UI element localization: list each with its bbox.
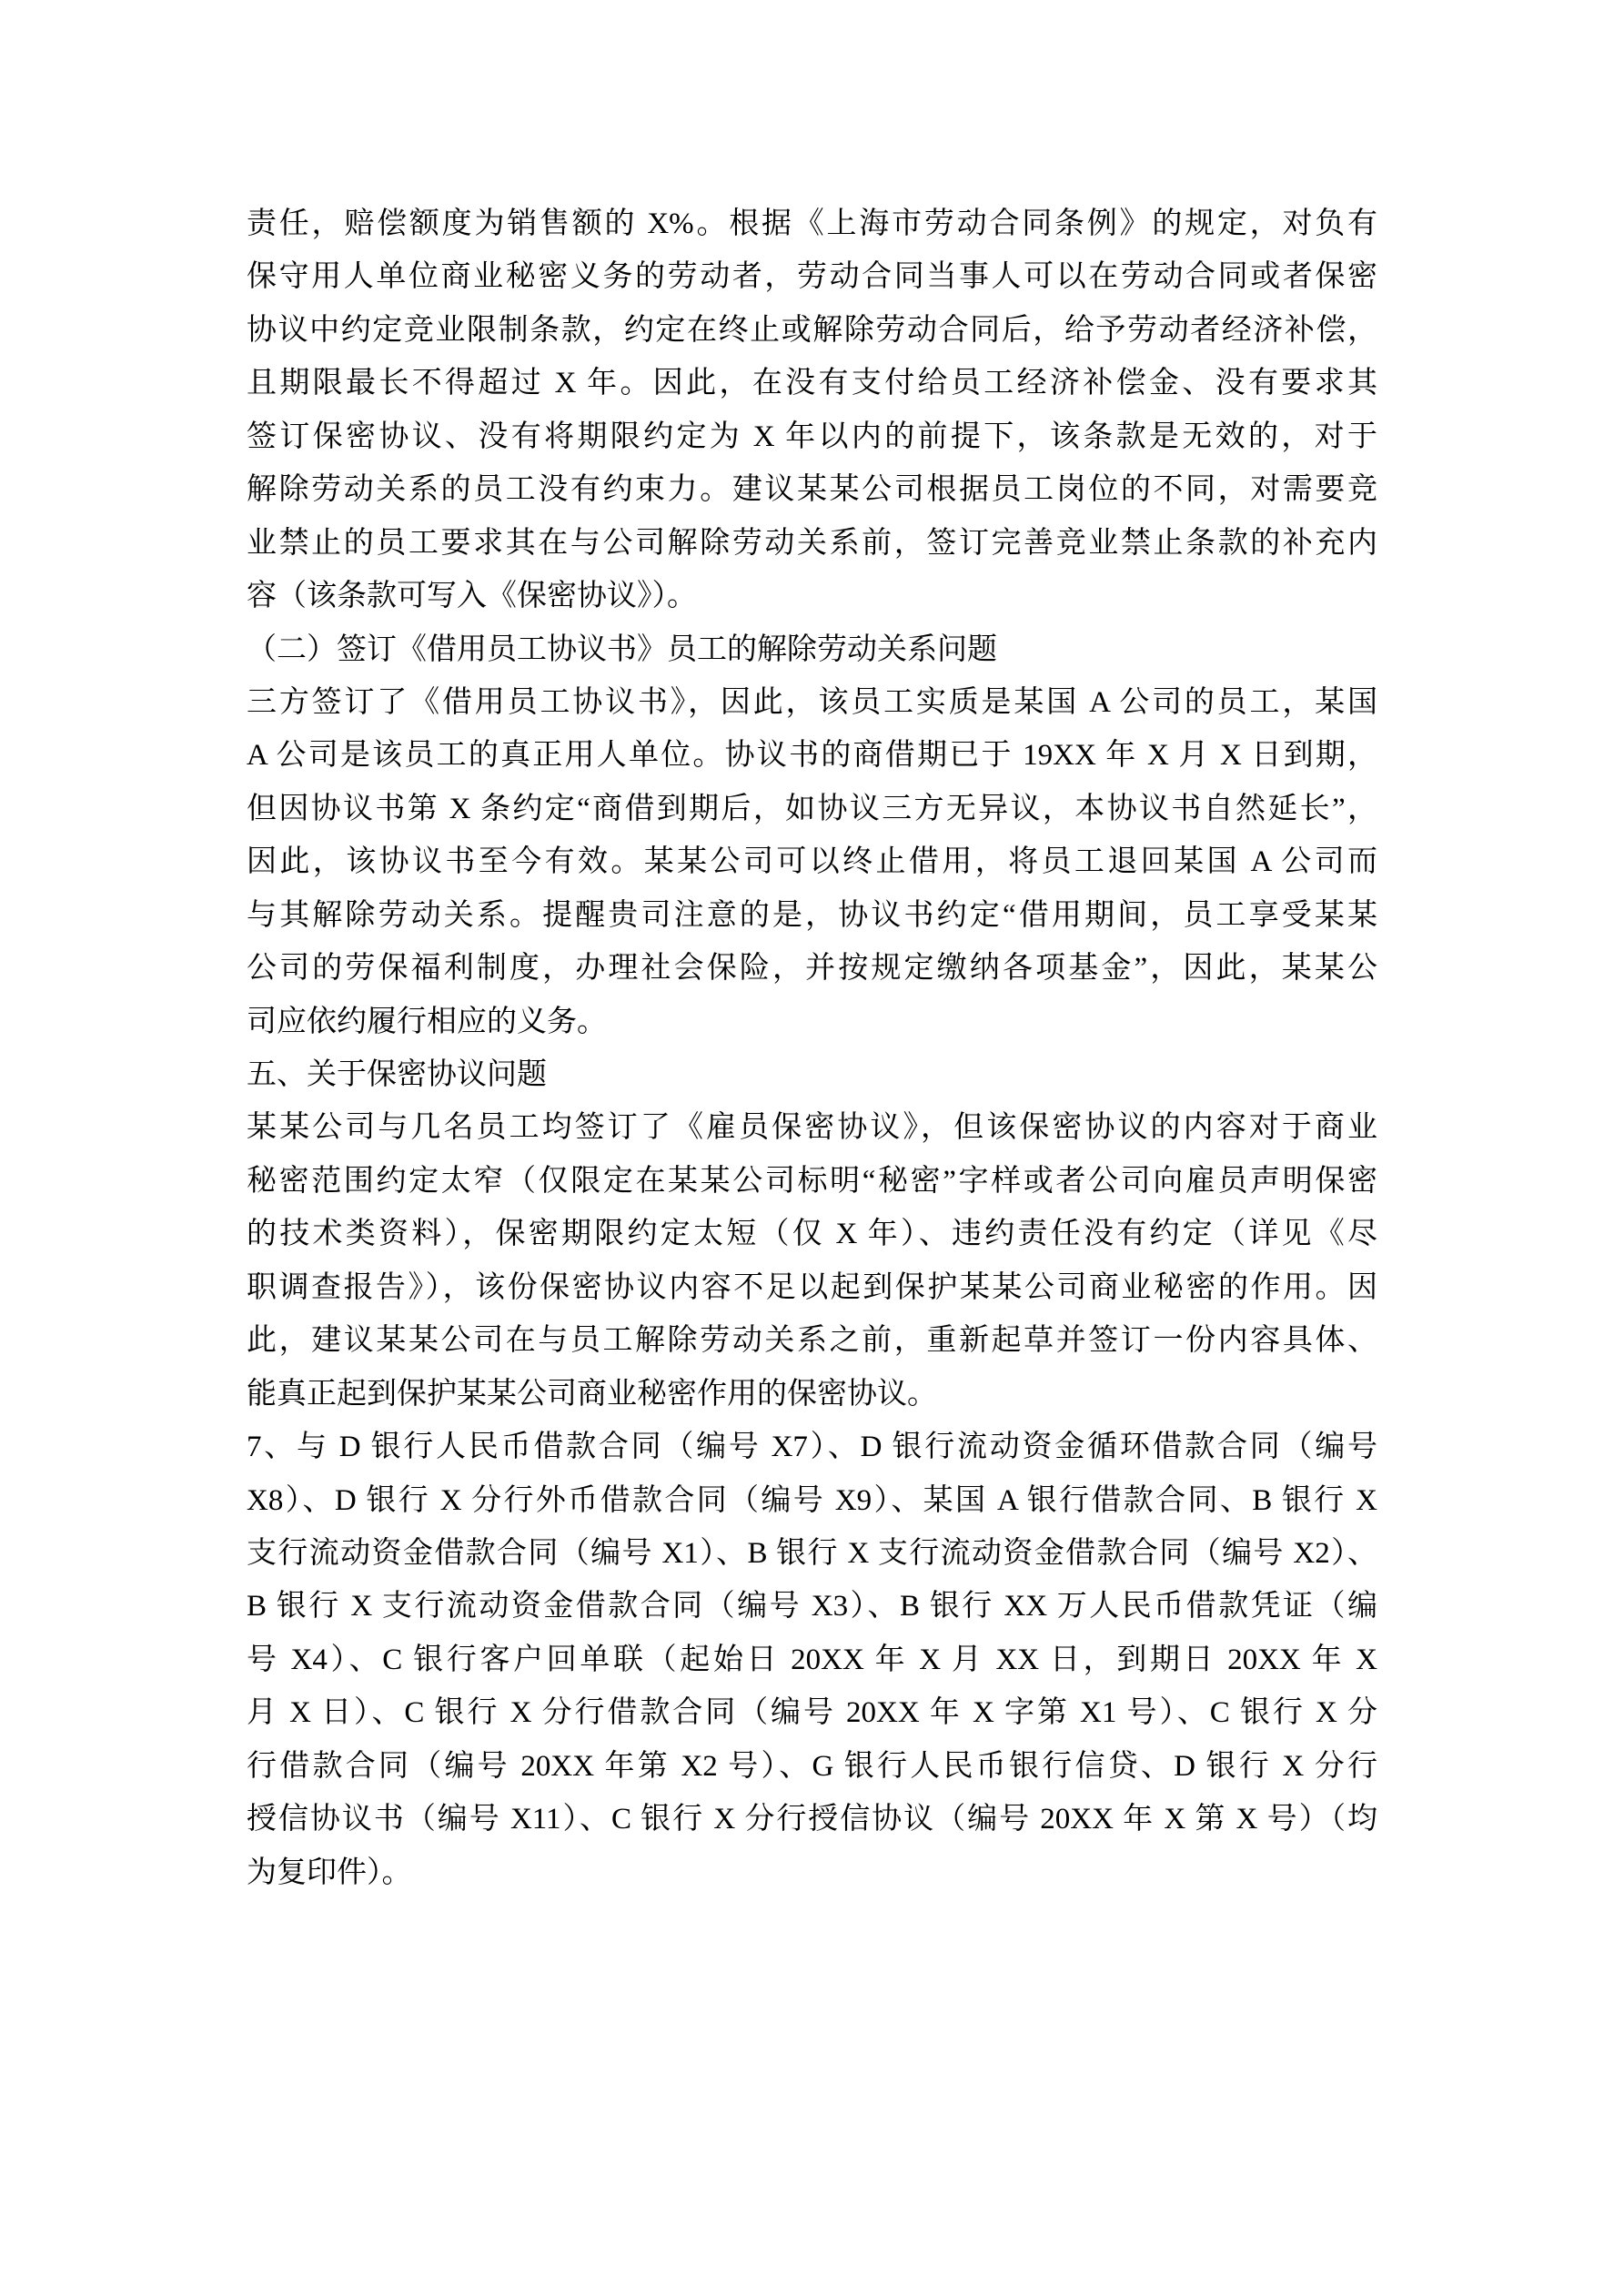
text-line: （二）签订《借用员工协议书》员工的解除劳动关系问题 (247, 632, 997, 666)
para-nda-analysis (247, 1101, 1377, 1421)
text-line: X8）、D 银行 X 分行外币借款合同（编号 X9）、某国 A 银行借款合同、B 银行 X (247, 1483, 1377, 1517)
text-line: 7、与 D 银行人民币借款合同（编号 X7）、D 银行流动资金循环借款合同（编号 (247, 1431, 1377, 1464)
text-line: 秘密范围约定太窄（仅限定在某某公司标明“秘密”字样或者公司向雇员声明保密 (247, 1164, 1377, 1198)
text-line: 授信协议书（编号 X11）、C 银行 X 分行授信协议（编号 20XX 年 X 第 X 号）（均 (247, 1803, 1377, 1836)
text-line: 因此，该协议书至今有效。某某公司可以终止借用，将员工退回某国 A 公司而 (247, 845, 1377, 879)
text-line: A 公司是该员工的真正用人单位。协议书的商借期已于 19XX 年 X 月 X 日到期， (247, 739, 1377, 773)
text-line: 能真正起到保护某某公司商业秘密作用的保密协议。 (247, 1377, 937, 1411)
text-line: 与其解除劳动关系。提醒贵司注意的是，协议书约定“借用期间，员工享受某某 (247, 898, 1377, 932)
text-line: 号 X4）、C 银行客户回单联（起始日 20XX 年 X 月 XX 日，到期日 20XX 年 X (247, 1643, 1377, 1676)
para-noncompete-clause-analysis (247, 197, 1377, 623)
text-line: 但因协议书第 X 条约定“商借到期后，如协议三方无异议，本协议书自然延长”， (247, 792, 1377, 825)
text-line: 行借款合同（编号 20XX 年第 X2 号）、G 银行人民币银行信贷、D 银行 X 分行 (247, 1749, 1377, 1783)
text-line: 月 X 日）、C 银行 X 分行借款合同（编号 20XX 年 X 字第 X1 号）、C 银行 X 分 (247, 1696, 1377, 1730)
text-line: 三方签订了《借用员工协议书》，因此，该员工实质是某国 A 公司的员工，某国 (247, 685, 1377, 719)
text-line: 的技术类资料），保密期限约定太短（仅 X 年）、违约责任没有约定（详见《尽 (247, 1218, 1377, 1251)
heading-section-five-nda-issue (247, 1048, 1377, 1101)
text-line: 且期限最长不得超过 X 年。因此，在没有支付给员工经济补偿金、没有要求其 (247, 367, 1377, 400)
text-line: 某某公司与几名员工均签订了《雇员保密协议》，但该保密协议的内容对于商业 (247, 1111, 1377, 1145)
text-line: 五、关于保密协议问题 (247, 1058, 547, 1091)
text-line: 公司的劳保福利制度，办理社会保险，并按规定缴纳各项基金”，因此，某某公 (247, 952, 1377, 986)
para-borrowed-employee-analysis (247, 676, 1377, 1048)
text-line: 职调查报告》），该份保密协议内容不足以起到保护某某公司商业秘密的作用。因 (247, 1270, 1377, 1304)
text-line: 保守用人单位商业秘密义务的劳动者，劳动合同当事人可以在劳动合同或者保密 (247, 260, 1377, 294)
text-line: 签订保密协议、没有将期限约定为 X 年以内的前提下，该条款是无效的，对于 (247, 420, 1377, 453)
text-line: 支行流动资金借款合同（编号 X1）、B 银行 X 支行流动资金借款合同（编号 X2）、 (247, 1536, 1377, 1570)
text-line: 责任，赔偿额度为销售额的 X%。根据《上海市劳动合同条例》的规定，对负有 (247, 207, 1377, 240)
text-line: 协议中约定竞业限制条款，约定在终止或解除劳动合同后，给予劳动者经济补偿， (247, 313, 1377, 347)
document-text-block (247, 197, 1377, 1899)
heading-section-two-borrowed-employee (247, 623, 1377, 676)
text-line: B 银行 X 支行流动资金借款合同（编号 X3）、B 银行 XX 万人民币借款凭证（编 (247, 1590, 1377, 1623)
para-item-seven-bank-loan-contracts (247, 1421, 1377, 1899)
text-line: 业禁止的员工要求其在与公司解除劳动关系前，签订完善竞业禁止条款的补充内 (247, 526, 1377, 560)
text-line: 为复印件）。 (247, 1856, 412, 1889)
text-line: 此，建议某某公司在与员工解除劳动关系之前，重新起草并签订一份内容具体、 (247, 1324, 1377, 1358)
text-line: 司应依约履行相应的义务。 (247, 1005, 607, 1038)
text-line: 解除劳动关系的员工没有约束力。建议某某公司根据员工岗位的不同，对需要竞 (247, 473, 1377, 507)
text-line: 容（该条款可写入《保密协议》）。 (247, 580, 697, 613)
